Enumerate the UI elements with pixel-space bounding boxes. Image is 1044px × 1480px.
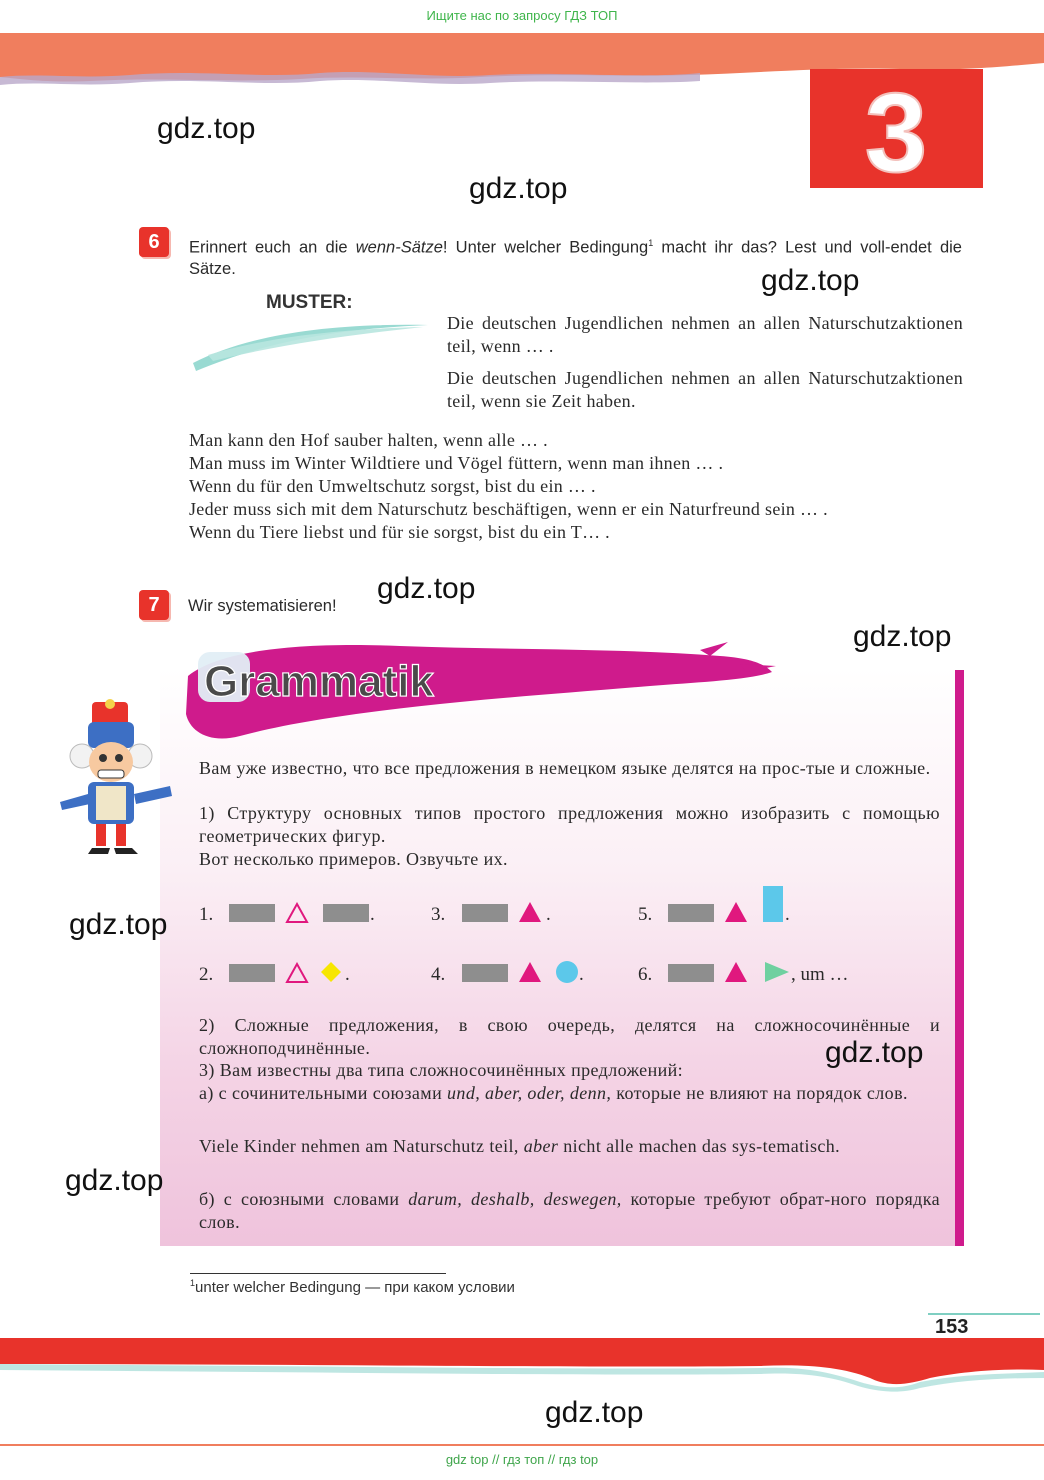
footnote-text: unter welcher Bedingung — при каком условии — [195, 1279, 515, 1296]
instruction-text: macht ihr das? Lest und voll-endet die Sätze. — [189, 238, 962, 278]
filled-triangle-icon — [723, 900, 749, 924]
instruction-text: Erinnert euch an die — [189, 238, 356, 257]
watermark: gdz.top — [65, 1164, 164, 1197]
sentence: Man muss im Winter Wildtiere und Vögel füttern, wenn man ihnen … . — [189, 453, 724, 473]
grammar-point-1: 1) Структуру основных типов простого предложения можно изобразить с помощью геометрических фигур. — [199, 803, 940, 846]
filled-triangle-icon — [517, 900, 543, 924]
muster-line-1: Die deutschen Jugendlichen nehmen an allen Naturschutzaktionen teil, wenn … . — [447, 313, 963, 356]
figure-label: 6. — [638, 964, 653, 985]
grammar-point-1b: Вот несколько примеров. Озвучьте их. — [199, 849, 508, 869]
watermark: gdz.top — [469, 172, 568, 205]
subject-rectangle — [229, 904, 275, 922]
text: которые требуют обрат-ного порядка слов. — [199, 1189, 940, 1232]
exercise-7-badge: 7 — [139, 590, 169, 620]
object-rectangle — [323, 904, 369, 922]
footer-band — [0, 1334, 1044, 1394]
figure-label: 1. — [199, 904, 214, 925]
grammar-example — [199, 1135, 940, 1158]
footnote-divider — [190, 1273, 446, 1274]
conjunction: aber — [523, 1136, 559, 1156]
grammar-point-3: 3) Вам известны два типа сложносочинённых предложений: — [199, 1060, 684, 1080]
figure-period: . — [345, 964, 350, 985]
grammar-point-2: 2) Сложные предложения, в свою очередь, делятся на сложносочинённые и сложноподчинённые. — [199, 1015, 940, 1058]
footnote-marker: 1 — [648, 238, 654, 248]
footnote — [190, 1278, 515, 1296]
grammar-point-3a — [199, 1082, 940, 1105]
subject-rectangle — [229, 964, 275, 982]
subject-rectangle — [668, 904, 714, 922]
circle-icon — [554, 959, 580, 985]
figure-label: 3. — [431, 904, 446, 925]
watermark: gdz.top — [853, 620, 952, 653]
exercise-7-instruction: Wir systematisieren! — [188, 597, 337, 615]
muster-line-2: Die deutschen Jugendlichen nehmen an allen Naturschutzaktionen teil, wenn sie Zeit haben. — [447, 368, 963, 411]
figure-label: 4. — [431, 964, 446, 985]
watermark: gdz.top — [761, 264, 860, 297]
watermark: gdz.top — [69, 908, 168, 941]
text: а) с сочинительными союзами — [199, 1083, 448, 1103]
text: б) с союзными словами — [199, 1189, 409, 1209]
sentence: Man kann den Hof sauber halten, wenn alle … . — [189, 430, 548, 450]
text: которые не влияют на порядок слов. — [611, 1083, 908, 1103]
subject-rectangle — [462, 904, 508, 922]
figure-label: 2. — [199, 964, 214, 985]
subject-rectangle — [668, 964, 714, 982]
instruction-italic: wenn-Sätze — [355, 238, 443, 257]
bottom-rule — [0, 1444, 1044, 1446]
grammar-intro: Вам уже известно, что все предложения в немецком языке делятся на прос-тые и сложные. — [199, 758, 931, 778]
figure-period: . — [785, 904, 790, 925]
filled-triangle-icon — [723, 960, 749, 984]
figure-label: 5. — [638, 904, 653, 925]
outline-triangle-icon — [285, 962, 309, 984]
bottom-banner[interactable]: gdz top // гдз топ // гдз top — [445, 1452, 599, 1467]
exercise-6-badge: 6 — [139, 227, 169, 257]
chapter-number: 3 — [864, 70, 928, 188]
grammar-title: Grammatik — [204, 657, 434, 706]
watermark: gdz.top — [377, 572, 476, 605]
sentence: Wenn du Tiere liebst und für sie sorgst, bist du ein T… . — [189, 522, 610, 542]
figure-period: . — [546, 904, 551, 925]
watermark: gdz.top — [825, 1036, 924, 1069]
watermark: gdz.top — [545, 1396, 644, 1429]
instruction-text: ! Unter welcher Bedingung — [442, 238, 649, 257]
top-banner[interactable]: Ищите нас по запросу ГДЗ ТОП — [426, 8, 618, 23]
right-triangle-icon — [763, 960, 791, 984]
page-number: 153 — [935, 1316, 969, 1338]
muster-label: MUSTER: — [266, 292, 353, 313]
filled-triangle-icon — [517, 960, 543, 984]
conjunctive-words: darum, deshalb, deswegen, — [408, 1189, 622, 1209]
sentence: Jeder muss sich mit dem Naturschutz beschäftigen, wenn er ein Naturfreund sein … . — [189, 499, 828, 519]
diamond-icon — [319, 960, 343, 984]
vertical-rectangle-icon — [763, 886, 783, 922]
text: nicht alle machen das sys-tematisch. — [558, 1136, 841, 1156]
conjunctions: und, aber, oder, denn, — [447, 1083, 612, 1103]
figure-period: . — [370, 904, 375, 925]
page-number-rule — [928, 1313, 1040, 1315]
watermark: gdz.top — [157, 112, 256, 145]
outline-triangle-icon — [285, 902, 309, 924]
text: Viele Kinder nehmen am Naturschutz teil, — [199, 1136, 524, 1156]
grammar-point-3b — [199, 1188, 940, 1234]
figure-period: . — [579, 964, 584, 985]
sentence: Wenn du für den Umweltschutz sorgst, bist du ein … . — [189, 476, 596, 496]
subject-rectangle — [462, 964, 508, 982]
figure-6-suffix: , um … — [791, 964, 849, 985]
footnote-marker: 1 — [190, 1278, 196, 1288]
